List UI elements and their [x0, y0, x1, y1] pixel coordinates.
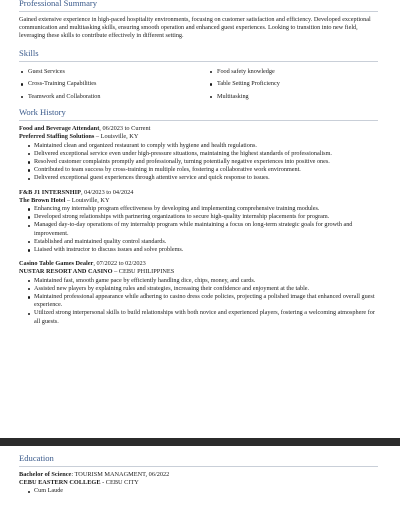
- job-bullets: [19, 277, 378, 326]
- degree: Bachelor of Science: [19, 471, 72, 478]
- school-location: - CEBU CITY: [100, 479, 139, 487]
- skill-item: Table Setting Proficiency: [208, 78, 280, 91]
- job-title: Food and Beverage Attendant: [19, 125, 100, 133]
- job-location: – Louisville, KY: [65, 196, 110, 204]
- job-bullet: Enhancing my internship program effectiveness by developing and implementing comprehensive training modules.: [28, 205, 378, 213]
- job-company: NUSTAR RESORT AND CASINO: [19, 268, 113, 276]
- skills-list: [19, 66, 378, 104]
- job-title: Casino Table Games Dealer: [19, 260, 94, 268]
- job-dates: , 07/2022 to 02/2023: [93, 260, 146, 268]
- job-title: F&B J1 INTERSNHIP: [19, 188, 81, 196]
- job-bullet: Assisted new players by explaining rules and strategies, increasing their confidence and enjoyment at the table.: [28, 285, 378, 293]
- section-divider: [19, 61, 378, 62]
- job-dates: , 04/2023 to 04/2024: [80, 188, 134, 196]
- job-location: – CEBU PHILIPPINES: [112, 268, 175, 276]
- job-entry: [19, 189, 378, 255]
- skill-item: Guest Services: [19, 66, 208, 79]
- section-divider: [19, 120, 378, 121]
- education-bullets: [19, 487, 378, 495]
- job-dates: , 06/2023 to Current: [99, 125, 151, 133]
- work-history-title: Work History: [19, 107, 66, 118]
- job-bullet: Delivered exceptional service even under high-pressure situations, maintaining the highest standards of professionalism.: [28, 150, 378, 158]
- skill-item: Cross-Training Capabilities: [19, 78, 208, 91]
- page-break: [0, 438, 400, 446]
- school-name: CEBU EASTERN COLLEGE: [19, 479, 101, 487]
- job-bullet: Utilized strong interpersonal skills to build relationships with both novice and experienced players, fostering a welcoming atmosphere for all guests.: [28, 309, 378, 325]
- job-bullets: [19, 142, 378, 183]
- skills-column-1: [19, 66, 208, 104]
- job-entry: [19, 125, 378, 182]
- job-bullet: Developed strong relationships with partnering organizations to secure high-quality internship placements for program.: [28, 213, 378, 221]
- job-bullet: Resolved customer complaints promptly and professionally, turning potentially negative experiences into positive ones.: [28, 158, 378, 166]
- job-bullet: Managed day-to-day operations of my internship program while maintaining a focus on long-term strategic goals for growth and improvement.: [28, 221, 378, 237]
- resume-page-2: [0, 446, 400, 516]
- job-bullet: Delivered exceptional guest experiences through attentive service and quick response to issues.: [28, 174, 378, 182]
- job-bullet: Established and maintained quality control standards.: [28, 238, 378, 246]
- section-divider: [19, 11, 378, 12]
- job-location: – Louisville, KY: [94, 133, 139, 141]
- summary-text: Gained extensive experience in high-paced hospitality environments, focusing on customer satisfaction and efficiency. Developed exceptional communication and multitasking skills, ensuring smooth operation and enhanced guest experiences. Looking to transition into new field, leveraging these skills to contribute effectively in different setting.: [19, 16, 371, 40]
- job-bullet: Maintained professional appearance while adhering to casino dress code policies, projecting a polished image that enhanced overall guest experience.: [28, 293, 378, 309]
- job-bullets: [19, 205, 378, 254]
- education-title: Education: [19, 453, 54, 463]
- job-bullet: Contributed to team success by cross-training in multiple roles, fostering a collaborative work environment.: [28, 166, 378, 174]
- skill-item: Food safety knowledge: [208, 66, 280, 79]
- skill-item: Teamwork and Collaboration: [19, 91, 208, 104]
- job-entry: [19, 260, 378, 326]
- skills-title: Skills: [19, 47, 39, 58]
- section-divider: [19, 466, 378, 467]
- job-bullet: Liaised with instructor to discuss issues and solve problems.: [28, 246, 378, 254]
- job-bullet: Maintained fast, smooth game pace by efficiently handling dice, chips, money, and cards.: [28, 277, 378, 285]
- job-bullet: Maintained clean and organized restaurant to comply with hygiene and health regulations.: [28, 142, 378, 150]
- job-company: Preferred Staffing Solutions: [19, 133, 95, 141]
- skill-item: Multitasking: [208, 91, 280, 104]
- summary-title: Professional Summary: [19, 0, 98, 8]
- degree-field: : TOURISM MANAGMENT, 06/2022: [71, 471, 170, 478]
- job-company: The Brown Hotel: [19, 196, 66, 204]
- skills-column-2: [208, 66, 280, 104]
- honor-item: Cum Laude: [28, 487, 378, 495]
